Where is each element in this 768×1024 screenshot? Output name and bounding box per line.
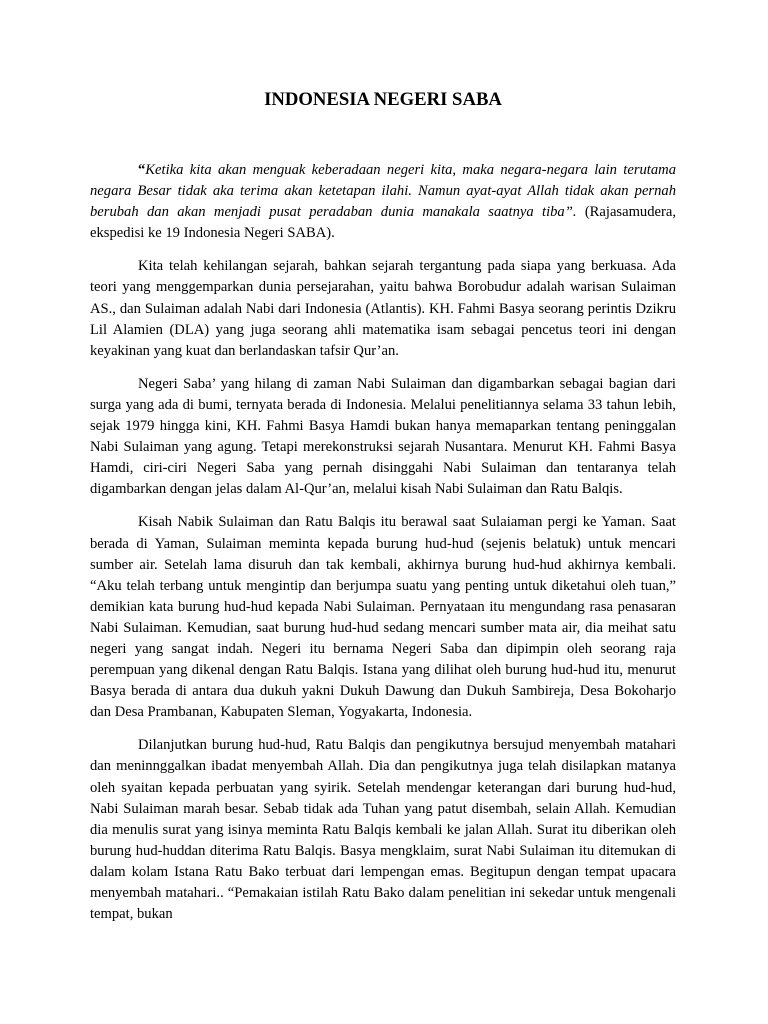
- paragraph-3: Kisah Nabik Sulaiman dan Ratu Balqis itu berawal saat Sulaiaman pergi ke Yaman. Saat berada di Yaman, Sulaiman meminta kepada burung hud-hud (sejenis belatuk) untuk mencari sumber air. Setelah lama disuruh dan tak kembali, akhirnya burung hud-hud akhirnya kembali. “Aku telah terbang untuk mengintip dan berjumpa suatu yang penting untuk diketahui oleh tuan,” demikian kata burung hud-hud kepada Nabi Sulaiman. Pernyataan itu mengundang rasa penasaran Nabi Sulaiman. Kemudian, saat burung hud-hud sedang mencari sumber mata air, dia meihat satu negeri yang sangat indah. Negeri itu bernama Negeri Saba dan dipimpin oleh seorang raja perempuan yang dikenal dengan Ratu Balqis. Istana yang dilihat oleh burung hud-hud itu, menurut Basya berada di antara dua dukuh yakni Dukuh Dawung dan Dukuh Sambireja, Desa Bokoharjo dan Desa Prambanan, Kabupaten Sleman, Yogyakarta, Indonesia.: [90, 514, 676, 721]
- document-title: INDONESIA NEGERI SABA: [264, 89, 502, 110]
- paragraph-1: Kita telah kehilangan sejarah, bahkan sejarah tergantung pada siapa yang berkuasa. Ada teori yang menggemparkan dunia persejarahan, yaitu bahwa Borobudur adalah warisan Sulaiman AS., dan Sulaiman adalah Nabi dari Indonesia (Atlantis). KH. Fahmi Basya seorang perintis Dzikru Lil Alamien (DLA) yang juga seorang ahli matematika isam sebagai pencetus teori ini dengan keyakinan yang kuat dan berlandaskan tafsir Qur’an.: [90, 258, 676, 359]
- paragraph-2: Negeri Saba’ yang hilang di zaman Nabi Sulaiman dan digambarkan sebagai bagian dari surga yang ada di bumi, ternyata berada di Indonesia. Melalui penelitiannya selama 33 tahun lebih, sejak 1979 hingga kini, KH. Fahmi Basya Hamdi bukan hanya memaparkan tentang peninggalan Nabi Sulaiman yang agung. Tetapi merekonstruksi sejarah Nusantara. Menurut KH. Fahmi Basya Hamdi, ciri-ciri Negeri Saba yang pernah disinggahi Nabi Sulaiman dan tentaranya telah digambarkan dengan jelas dalam Al-Qur’an, melalui kisah Nabi Sulaiman dan Ratu Balqis.: [90, 375, 676, 498]
- quote-open-mark: “: [138, 162, 146, 178]
- document-page: [90, 78, 676, 937]
- paragraph-4: Dilanjutkan burung hud-hud, Ratu Balqis dan pengikutnya bersujud menyembah matahari dan meninnggalkan ibadat menyembah Allah. Dia dan pengikutnya juga telah disilapkan matanya oleh syaitan kepada perbuatan yang syirik. Setelah mendengar keterangan dari burung hud-hud, Nabi Sulaiman marah besar. Sebab tidak ada Tuhan yang patut disembah, selain Allah. Kemudian dia menulis surat yang isinya meminta Ratu Balqis kembali ke jalan Allah. Surat itu diberikan oleh burung hud-huddan diterima Ratu Balqis. Basya mengklaim, surat Nabi Sulaiman itu ditemukan di dalam kolam Istana Ratu Bako terbuat dari lempengan emas. Begitupun dengan tempat upacara menyembah matahari.. “Pemakaian istilah Ratu Bako dalam penelitian ini sekedar untuk mengenali tempat, bukan: [90, 737, 676, 923]
- quote-text: Ketika kita akan menguak keberadaan negeri kita, maka negara-negara lain terutama negara Besar tidak aka terima akan ketetapan ilahi. Namun ayat-ayat Allah tidak akan pernah berubah dan akan menjadi pusat peradaban dunia manakala saatnya tiba”.: [90, 162, 676, 221]
- opening-quote: [90, 160, 676, 244]
- quote-citation: (Rajasamudera, ekspedisi ke 19 Indonesia Negeri SABA).: [90, 204, 676, 242]
